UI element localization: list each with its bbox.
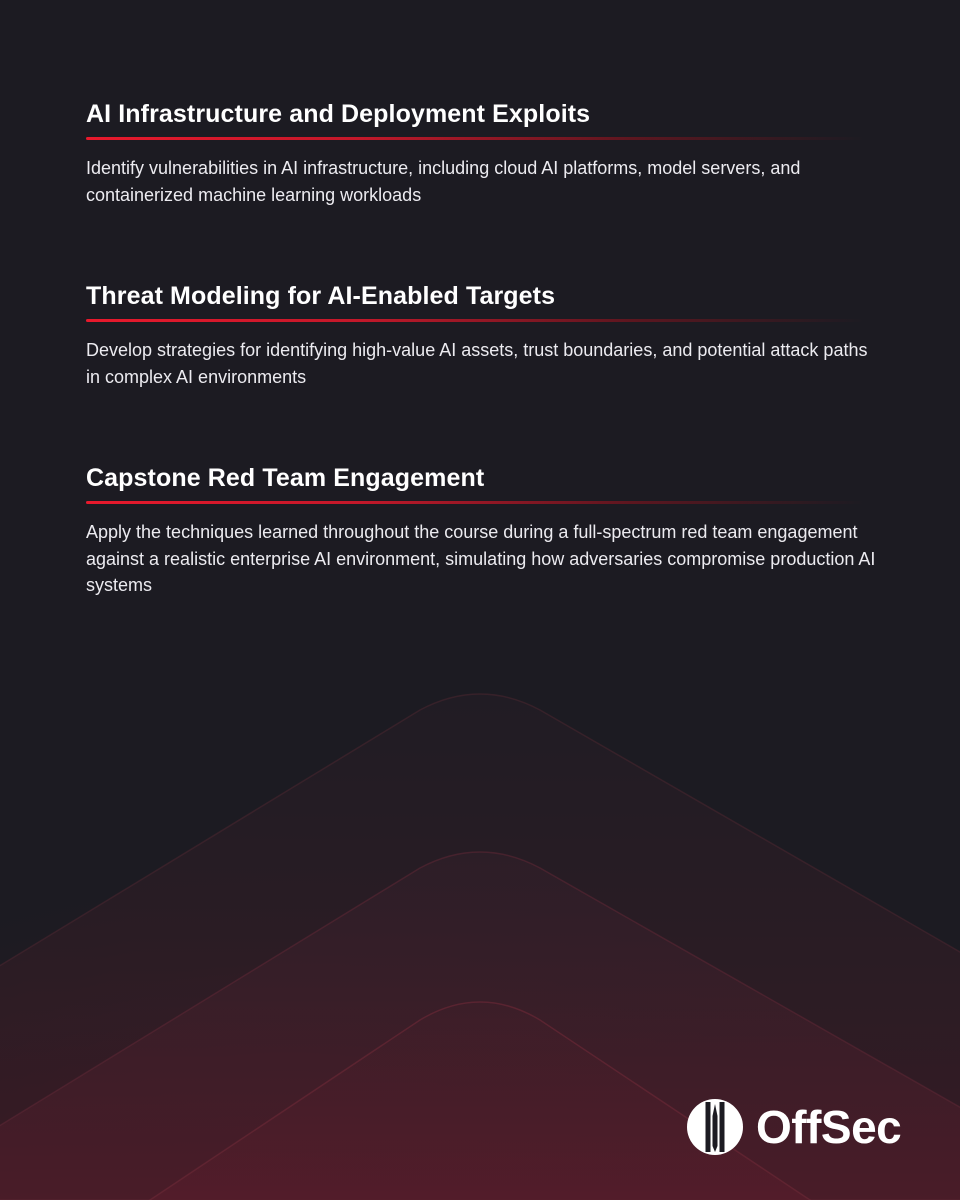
offsec-logo xyxy=(686,1098,901,1156)
section-title: Capstone Red Team Engagement xyxy=(86,464,485,492)
title-underline xyxy=(86,319,864,322)
section-title: AI Infrastructure and Deployment Exploits xyxy=(86,100,591,128)
section-title: Threat Modeling for AI-Enabled Targets xyxy=(86,282,556,310)
section-threat-modeling xyxy=(86,280,876,390)
brand-name: OffSec xyxy=(756,1101,902,1153)
title-underline xyxy=(86,137,864,140)
section-description: Develop strategies for identifying high-value AI assets, trust boundaries, and potential attack paths in complex AI environments xyxy=(86,340,868,387)
section-description: Apply the techniques learned throughout the course during a full-spectrum red team engagement against a realistic enterprise AI environment, simulating how adversaries compromise production AI systems xyxy=(86,522,876,595)
section-description: Identify vulnerabilities in AI infrastructure, including cloud AI platforms, model servers, and containerized machine learning workloads xyxy=(86,158,801,205)
section-infrastructure-exploits xyxy=(86,98,876,208)
offsec-logo-icon xyxy=(686,1098,744,1156)
section-capstone-engagement xyxy=(86,462,876,599)
content-area xyxy=(86,98,876,599)
title-underline xyxy=(86,501,864,504)
